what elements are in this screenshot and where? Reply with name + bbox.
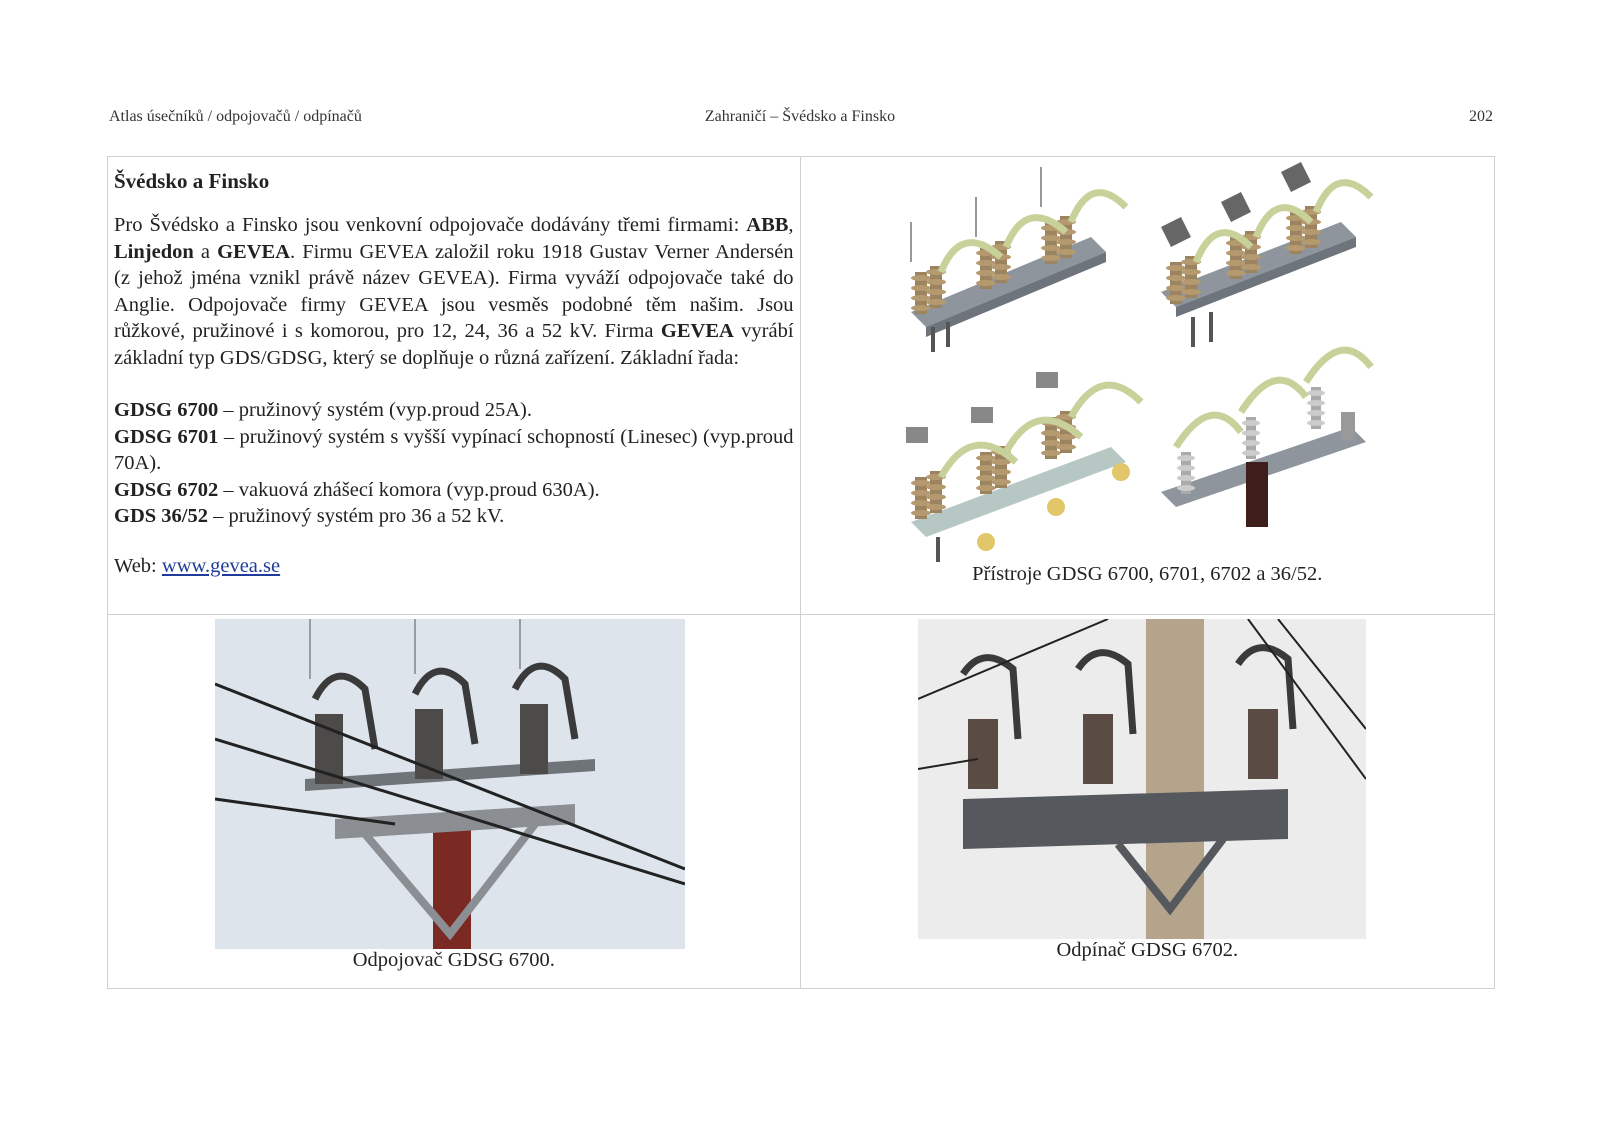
type-item: GDSG 6702 – vakuová zhášecí komora (vyp.proud 630A). [114, 478, 600, 501]
intro-paragraph: Pro Švédsko a Finsko jsou venkovní odpojovače dodávány třemi firmami: ABB, Linjedon a GEVEA. Firmu GEVEA založil roku 1918 Gustav Verner Andersén (z jehož jména vznikl právě název GEVEA). Firma vyváží odpojovače také do Anglie. Odpojovače firmy GEVEA jsou vesměs podobné těm našim. Jsou růžkové, pružinové i s komorou, pro 12, 24, 36 a 52 kV. Firma GEVEA vyrábí základní typ GDS/GDSG, který se doplňuje o různá zařízení. Základní řada: [114, 214, 794, 369]
content-grid [107, 156, 1495, 989]
type-item: GDSG 6701 – pružinový systém s vyšší vypínací schopností (Linesec) (vyp.proud 70A). [114, 425, 794, 474]
web-line: Web: www.gevea.se [114, 554, 281, 577]
gdsg-product-renders-image [891, 162, 1401, 567]
header-section-title: Zahraničí – Švédsko a Finsko [704, 108, 896, 125]
type-item: GDSG 6700 – pružinový systém (vyp.proud 25A). [114, 399, 532, 421]
header-atlas-title: Atlas úsečníků / odpojovačů / odpínačů [109, 108, 362, 125]
type-item: GDS 36/52 – pružinový systém pro 36 a 52 kV. [114, 505, 505, 527]
section-title: Švédsko a Finsko [114, 169, 270, 193]
render-gds-36-52 [1161, 350, 1371, 527]
company-linjedon: Linjedon [114, 240, 194, 263]
gdsg-6702-photo [918, 619, 1366, 939]
company-gevea-2: GEVEA [660, 320, 734, 342]
type-list [114, 397, 794, 530]
photo-cell-left [108, 615, 801, 989]
caption-gdsg-6702: Odpínač GDSG 6702. [1056, 939, 1239, 961]
photo-cell-right [800, 615, 1494, 989]
render-gdsg-6701 [1161, 162, 1371, 347]
gdsg-6700-photo [215, 619, 685, 949]
gevea-web-link[interactable]: www.gevea.se [161, 554, 281, 577]
product-render-cell [800, 157, 1494, 615]
caption-gdsg-6700: Odpojovač GDSG 6700. [352, 949, 555, 971]
text-cell [108, 157, 801, 615]
render-gdsg-6700 [911, 167, 1126, 352]
render-gdsg-6702 [906, 372, 1141, 562]
company-gevea: GEVEA [217, 240, 291, 263]
company-abb: ABB [746, 214, 789, 236]
caption-products: Přístroje GDSG 6700, 6701, 6702 a 36/52. [972, 563, 1323, 585]
page-number: 202 [1469, 108, 1493, 125]
